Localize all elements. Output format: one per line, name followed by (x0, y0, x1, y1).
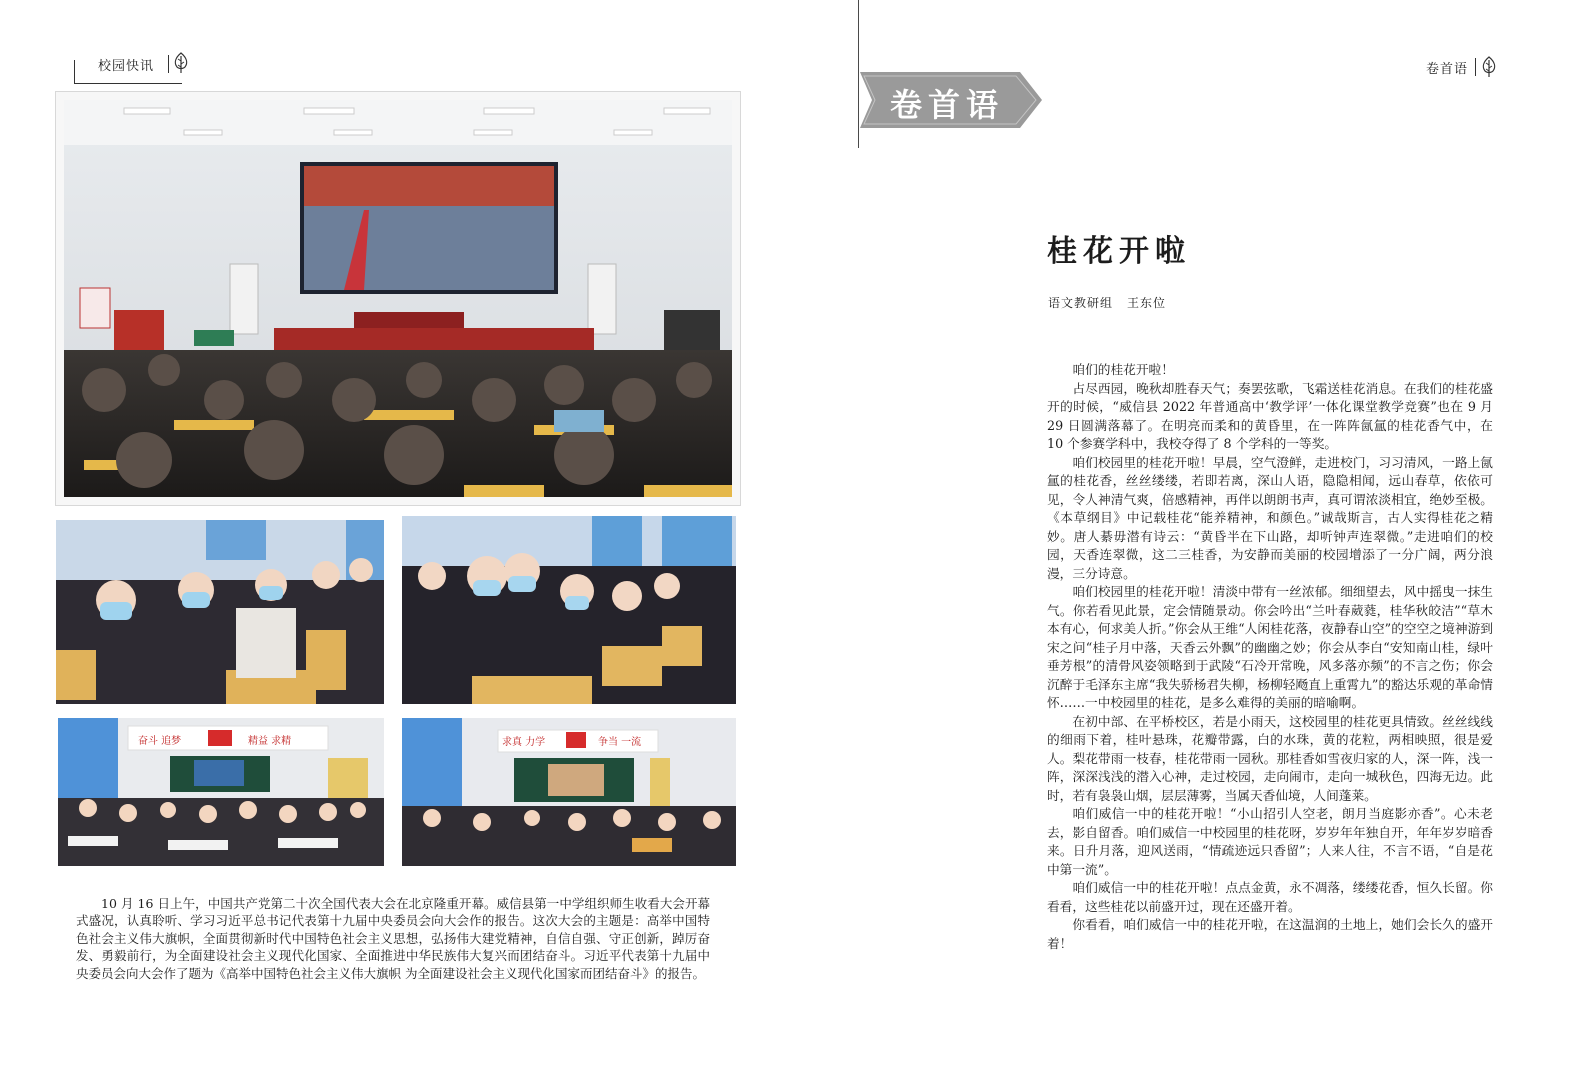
article-paragraph: 在初中部、在平桥校区，若是小雨天，这校园里的桂花更具情致。丝丝线线的细雨下着，桂叶悬珠，花瓣带露，白的水珠，黄的花粒，两相映照，很是爱人。梨花带雨一枝春，桂花带雨一园秋。那桂香如雪夜归家的人，深一阵，浅一阵，深深浅浅的潜入心神，走过校园，走向闹市，走向一城秋色，四海无边。此时，若有袅袅山烟，层层薄雾，当属天香仙境，人间蓬莱。 (1047, 713, 1493, 803)
ribbon-title: 卷首语 (890, 86, 1005, 124)
article-paragraph: 咱们校园里的桂花开啦！早晨，空气澄鲜，走进校门，习习清风，一路上氤氲的桂花香，丝丝缕缕，若即若离，深山人语，隐隐相闻，远山春草，依依可见，令人神清气爽，倍感精神，再伴以朗朗书声，真可谓浓淡相宜，绝妙至极。《本草纲目》中记载桂花“能养精神，和颜色。”诚哉斯言，古人实得桂花之精妙。唐人綦毋潜有诗云：“黄昏半在下山路，却听钟声连翠微。”走进咱们的校园，天香连翠微，这二三桂香，为安静而美丽的校园增添了一分广阔，两分浪漫，三分诗意。 (1047, 454, 1493, 581)
article-author (1048, 294, 1166, 311)
leaf-icon (172, 52, 190, 74)
header-divider (168, 55, 169, 73)
classroom-banner-text: 争当 一流 (598, 737, 642, 748)
article-title: 桂花开啦 (1047, 234, 1191, 269)
author-name: 王东位 (1127, 296, 1167, 310)
right-running-header (1378, 56, 1498, 78)
article-paragraph: 占尽西园，晚秋却胜春天气；奏罢弦歌，飞霜送桂花消息。在我们的桂花盛开的时候，“威信县 2022 年普通高中‘教学评’一体化课堂教学竞赛”也在 9 月 29 日圆满落幕了。在明亮而柔和的黄昏里，在一阵阵氤氲的桂花香气中，在 10 个参赛学科中，我校夺得了 8 个学科的一等奖。 (1047, 380, 1493, 451)
header-bracket (74, 60, 75, 84)
section-label-right: 卷首语 (1425, 62, 1468, 77)
photo-auditorium (56, 92, 740, 505)
photo-classroom-1 (58, 718, 384, 866)
photo-classroom-2 (402, 718, 736, 866)
teachers-image-1 (56, 520, 384, 704)
section-label: 校园快讯 (98, 59, 155, 74)
classroom-image-2 (402, 718, 736, 866)
classroom-image-1 (58, 718, 384, 866)
page-spine (858, 0, 859, 148)
leaf-icon (1480, 56, 1498, 78)
column-ribbon (860, 72, 1042, 128)
photo-caption: 10 月 16 日上午，中国共产党第二十次全国代表大会在北京隆重开幕。威信县第一中学组织师生收看大会开幕式盛况，认真聆听、学习习近平总书记代表第十九届中央委员会向大会作的报告。这次大会的主题是：高举中国特色社会主义伟大旗帜，全面贯彻新时代中国特色社会主义思想，弘扬伟大建党精神，自信自强、守正创新，踔厉奋发、勇毅前行，为全面建设社会主义现代化国家、全面推进中华民族伟大复兴而团结奋斗。习近平代表第十九届中央委员会向大会作了题为《高举中国特色社会主义伟大旗帜 为全面建设社会主义现代化国家而团结奋斗》的报告。 (76, 895, 710, 981)
classroom-banner-text: 精益 求精 (248, 736, 292, 747)
photo-teachers-1 (56, 520, 384, 704)
article-paragraph: 咱们威信一中的桂花开啦！点点金黄，永不凋落，缕缕花香，恒久长留。你看看，这些桂花以前盛开过，现在还盛开着。 (1047, 880, 1493, 914)
article-body (1047, 361, 1493, 953)
auditorium-image (64, 100, 732, 497)
author-group: 语文教研组 (1048, 296, 1114, 310)
article-paragraph: 你看看，咱们威信一中的桂花开啦，在这温润的土地上，她们会长久的盛开着！ (1047, 917, 1493, 951)
header-divider-right (1475, 58, 1476, 76)
header-underline (74, 83, 182, 84)
classroom-banner-text: 求真 力学 (502, 737, 546, 748)
article-paragraph: 咱们威信一中的桂花开啦！“小山招引人空老，朗月当庭影亦香”。心未老去，影自留香。咱们威信一中校园里的桂花呀，岁岁年年独自开，年年岁岁暗香来。日升月落，迎风送雨，“情疏迹远只香留”；人来人往，不言不语，“自是花中第一流”。 (1047, 806, 1493, 877)
article-paragraph: 咱们的桂花开啦！ (1072, 362, 1174, 377)
teachers-image-2 (402, 516, 736, 704)
article-paragraph: 咱们校园里的桂花开啦！清淡中带有一丝浓郁。细细望去，风中摇曳一抹生气。你若看见此景，定会情随景动。你会吟出“兰叶春葳蕤，桂华秋皎洁”“草木本有心，何求美人折。”你会从王维“人闲桂花落，夜静春山空”的空空之境神游到宋之问“桂子月中落，天香云外飘”的幽幽之妙；你会从李白“安知南山桂，绿叶垂芳根”的清骨风姿领略到于武陵“石冷开常晚，风多落亦频”的不言之伤；你会沉醉于毛泽东主席“我失骄杨君失柳，杨柳轻飏直上重霄九”的豁达乐观的革命情怀……一中校园里的桂花，是多么难得的美丽的暗喻啊。 (1047, 584, 1493, 710)
photo-teachers-2 (402, 516, 736, 704)
left-running-header (74, 52, 186, 84)
classroom-banner-text: 奋斗 追梦 (138, 736, 182, 747)
